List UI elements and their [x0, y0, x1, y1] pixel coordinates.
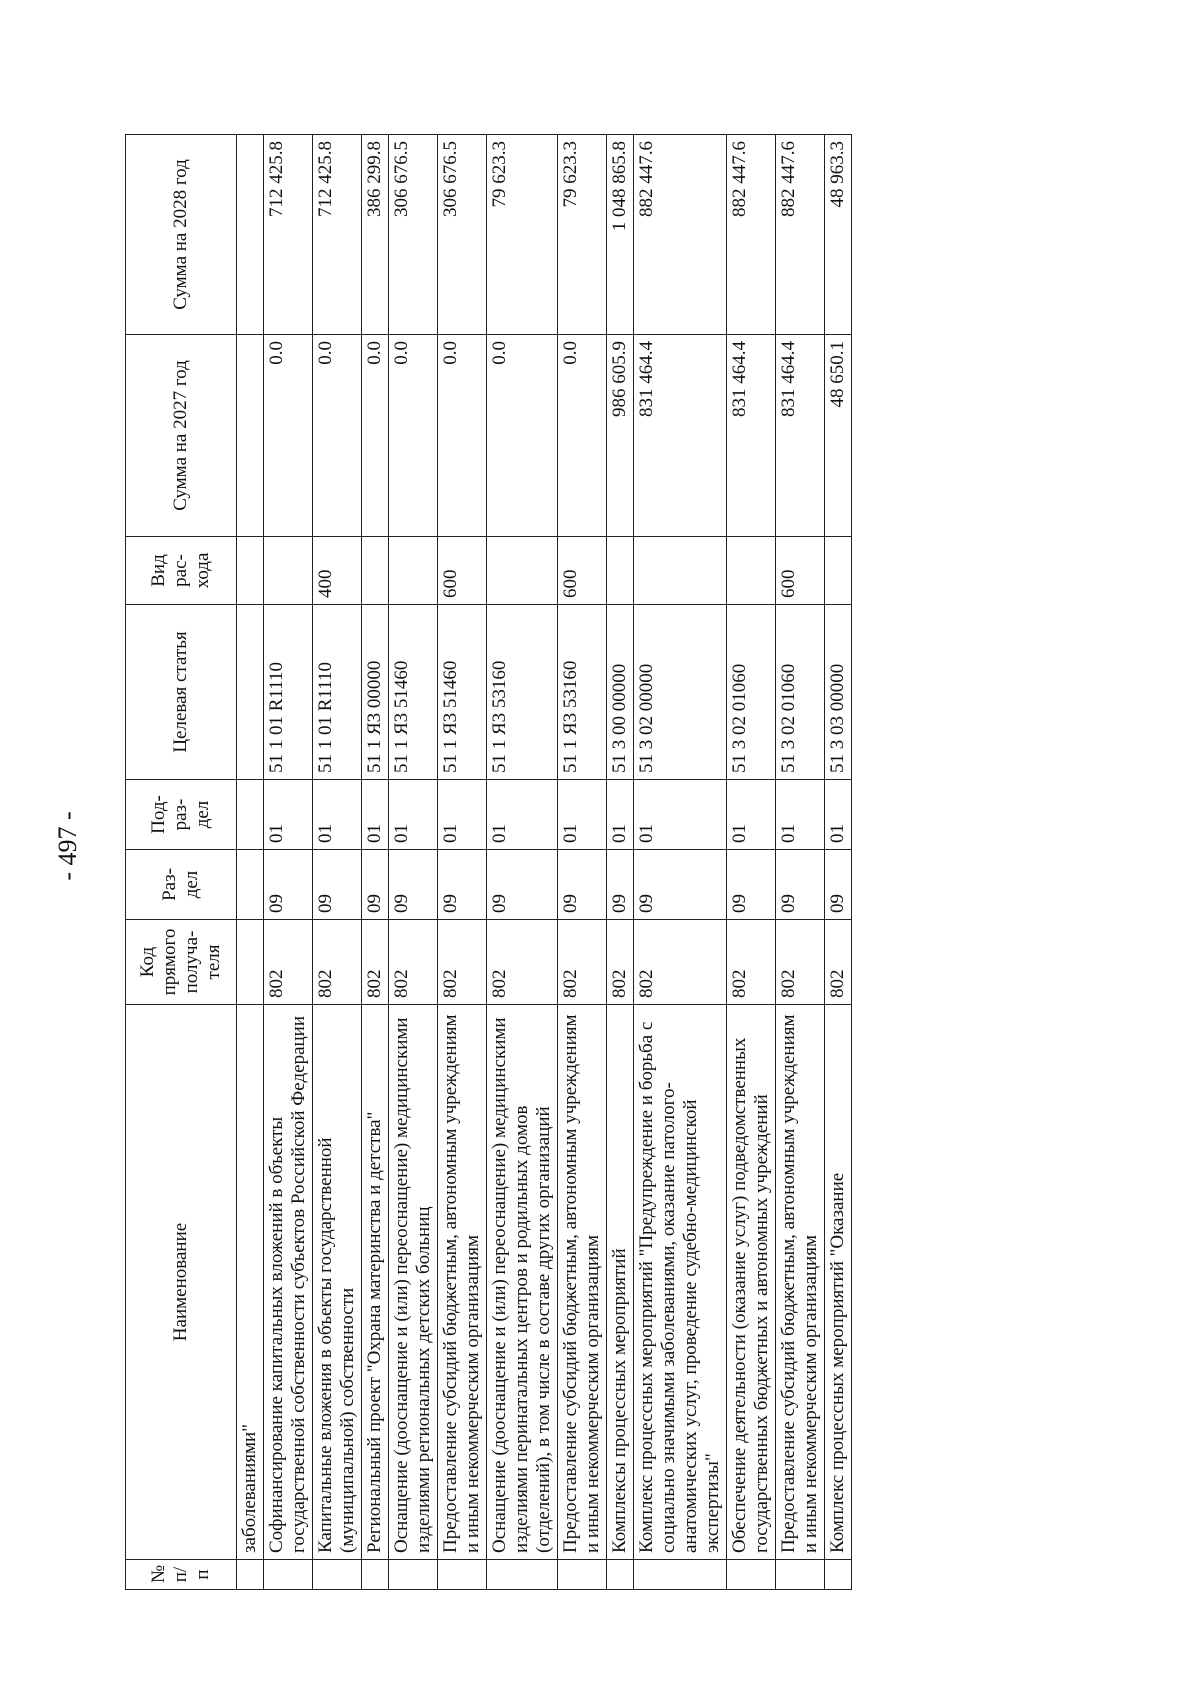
- cell-no: [264, 1560, 313, 1590]
- cell-sum-2028: 1 048 865.8: [607, 135, 634, 335]
- table-row: [487, 135, 558, 1590]
- cell-recipient: 802: [438, 920, 487, 1005]
- cell-no: [825, 1560, 852, 1590]
- table-row: [362, 135, 389, 1590]
- cell-expense-type: [389, 537, 438, 605]
- cell-name: Комплексы процессных мероприятий: [607, 1005, 634, 1560]
- table-row: [607, 135, 634, 1590]
- cell-sum-2028: 712 425.8: [313, 135, 362, 335]
- cell-expense-type: 600: [776, 537, 825, 605]
- cell-article: 51 3 00 00000: [607, 605, 634, 780]
- table-row: [825, 135, 852, 1590]
- cell-sum-2028: 48 963.3: [825, 135, 852, 335]
- cell-name: Комплекс процессных мероприятий "Предупреждение и борьба с социально значимыми заболеваниями, оказание патолого-анатомических услуг, проведение судебно-медицинской экспертизы": [634, 1005, 727, 1560]
- cell-name: Обеспечение деятельности (оказание услуг) подведомственных государственных бюджетных и автономных учреждений: [727, 1005, 776, 1560]
- cell-name: Оснащение (дооснащение и (или) переоснащение) медицинскими изделиями региональных детских больниц: [389, 1005, 438, 1560]
- cell-expense-type: 400: [313, 537, 362, 605]
- header-no: № п/п: [126, 1560, 237, 1590]
- cell-subsection: 01: [389, 780, 438, 850]
- cell-section: 09: [558, 850, 607, 920]
- table-row: [727, 135, 776, 1590]
- cell-article: 51 3 02 00000: [634, 605, 727, 780]
- cell-expense-type: [727, 537, 776, 605]
- cell-expense-type: [634, 537, 727, 605]
- cell-article: 51 1 Я3 53160: [487, 605, 558, 780]
- cell-article: 51 1 Я3 51460: [438, 605, 487, 780]
- cell-recipient: [237, 920, 264, 1005]
- cell-recipient: 802: [634, 920, 727, 1005]
- cell-section: 09: [727, 850, 776, 920]
- cell-recipient: 802: [607, 920, 634, 1005]
- table-row: [438, 135, 487, 1590]
- cell-sum-2028: 306 676.5: [438, 135, 487, 335]
- cell-article: 51 3 03 00000: [825, 605, 852, 780]
- cell-sum-2027: 0.0: [438, 335, 487, 537]
- cell-no: [607, 1560, 634, 1590]
- table-row: [313, 135, 362, 1590]
- cell-expense-type: [237, 537, 264, 605]
- cell-section: [237, 850, 264, 920]
- cell-no: [558, 1560, 607, 1590]
- cell-expense-type: [264, 537, 313, 605]
- cell-no: [727, 1560, 776, 1590]
- table-row: [634, 135, 727, 1590]
- header-subsection: Под-раз-дел: [126, 780, 237, 850]
- cell-sum-2027: [237, 335, 264, 537]
- table-row: [558, 135, 607, 1590]
- cell-section: 09: [607, 850, 634, 920]
- cell-no: [237, 1560, 264, 1590]
- cell-name: Капитальные вложения в объекты государственной (муниципальной) собственности: [313, 1005, 362, 1560]
- cell-subsection: 01: [607, 780, 634, 850]
- cell-name: заболеваниями": [237, 1005, 264, 1560]
- cell-article: 51 1 Я3 51460: [389, 605, 438, 780]
- cell-subsection: 01: [558, 780, 607, 850]
- cell-section: 09: [389, 850, 438, 920]
- cell-name: Софинансирование капитальных вложений в объекты государственной собственности субъектов Российской Федерации: [264, 1005, 313, 1560]
- cell-section: 09: [313, 850, 362, 920]
- cell-subsection: 01: [776, 780, 825, 850]
- cell-section: 09: [825, 850, 852, 920]
- cell-no: [362, 1560, 389, 1590]
- cell-article: 51 1 Я3 53160: [558, 605, 607, 780]
- cell-name: Комплекс процессных мероприятий "Оказание: [825, 1005, 852, 1560]
- cell-sum-2028: 79 623.3: [487, 135, 558, 335]
- cell-expense-type: [487, 537, 558, 605]
- cell-recipient: 802: [487, 920, 558, 1005]
- cell-section: 09: [487, 850, 558, 920]
- cell-sum-2027: 48 650.1: [825, 335, 852, 537]
- cell-subsection: 01: [362, 780, 389, 850]
- cell-expense-type: 600: [438, 537, 487, 605]
- header-article: Целевая статья: [126, 605, 237, 780]
- cell-sum-2027: 986 605.9: [607, 335, 634, 537]
- header-name: Наименование: [126, 1005, 237, 1560]
- cell-sum-2027: 831 464.4: [776, 335, 825, 537]
- cell-name: Оснащение (дооснащение и (или) переоснащение) медицинскими изделиями перинатальных центров и родильных домов (отделений), в том числе в составе других организаций: [487, 1005, 558, 1560]
- cell-sum-2027: 0.0: [362, 335, 389, 537]
- cell-no: [313, 1560, 362, 1590]
- cell-name: Предоставление субсидий бюджетным, автономным учреждениям и иным некоммерческим организациям: [558, 1005, 607, 1560]
- budget-table: [125, 134, 852, 1590]
- cell-sum-2027: 831 464.4: [634, 335, 727, 537]
- cell-sum-2028: 882 447.6: [776, 135, 825, 335]
- cell-recipient: 802: [558, 920, 607, 1005]
- table-row: [237, 135, 264, 1590]
- cell-sum-2027: 831 464.4: [727, 335, 776, 537]
- cell-expense-type: [362, 537, 389, 605]
- table-row: [776, 135, 825, 1590]
- rotated-table-container: [125, 135, 1055, 1590]
- header-sum-2027: Сумма на 2027 год: [126, 335, 237, 537]
- cell-sum-2027: 0.0: [558, 335, 607, 537]
- cell-recipient: 802: [362, 920, 389, 1005]
- cell-recipient: 802: [389, 920, 438, 1005]
- cell-sum-2027: 0.0: [389, 335, 438, 537]
- header-expense-type: Вид рас-хода: [126, 537, 237, 605]
- cell-sum-2028: [237, 135, 264, 335]
- cell-no: [438, 1560, 487, 1590]
- header-section: Раз-дел: [126, 850, 237, 920]
- cell-subsection: 01: [634, 780, 727, 850]
- cell-sum-2028: 386 299.8: [362, 135, 389, 335]
- cell-subsection: 01: [438, 780, 487, 850]
- cell-sum-2027: 0.0: [264, 335, 313, 537]
- cell-section: 09: [362, 850, 389, 920]
- table-row: [389, 135, 438, 1590]
- cell-subsection: 01: [487, 780, 558, 850]
- cell-no: [487, 1560, 558, 1590]
- cell-sum-2028: 79 623.3: [558, 135, 607, 335]
- cell-article: [237, 605, 264, 780]
- cell-name: Предоставление субсидий бюджетным, автономным учреждениям и иным некоммерческим организациям: [776, 1005, 825, 1560]
- header-sum-2028: Сумма на 2028 год: [126, 135, 237, 335]
- table-row: [264, 135, 313, 1590]
- cell-article: 51 3 02 01060: [727, 605, 776, 780]
- cell-expense-type: 600: [558, 537, 607, 605]
- cell-subsection: 01: [825, 780, 852, 850]
- cell-article: 51 1 01 R1110: [313, 605, 362, 780]
- cell-recipient: 802: [313, 920, 362, 1005]
- cell-sum-2028: 882 447.6: [727, 135, 776, 335]
- page-number: - 497 -: [53, 811, 82, 881]
- cell-sum-2027: 0.0: [313, 335, 362, 537]
- cell-name: Региональный проект "Охрана материнства и детства": [362, 1005, 389, 1560]
- cell-recipient: 802: [727, 920, 776, 1005]
- cell-section: 09: [634, 850, 727, 920]
- cell-subsection: 01: [313, 780, 362, 850]
- cell-article: 51 1 Я3 00000: [362, 605, 389, 780]
- cell-recipient: 802: [776, 920, 825, 1005]
- cell-subsection: 01: [727, 780, 776, 850]
- cell-subsection: 01: [264, 780, 313, 850]
- header-recipient: Код прямого получа-теля: [126, 920, 237, 1005]
- cell-subsection: [237, 780, 264, 850]
- cell-recipient: 802: [264, 920, 313, 1005]
- cell-expense-type: [607, 537, 634, 605]
- cell-section: 09: [438, 850, 487, 920]
- cell-article: 51 3 02 01060: [776, 605, 825, 780]
- cell-no: [776, 1560, 825, 1590]
- cell-no: [634, 1560, 727, 1590]
- cell-sum-2028: 712 425.8: [264, 135, 313, 335]
- cell-expense-type: [825, 537, 852, 605]
- cell-section: 09: [264, 850, 313, 920]
- cell-sum-2027: 0.0: [487, 335, 558, 537]
- cell-sum-2028: 306 676.5: [389, 135, 438, 335]
- cell-no: [389, 1560, 438, 1590]
- cell-section: 09: [776, 850, 825, 920]
- cell-article: 51 1 01 R1110: [264, 605, 313, 780]
- table-header-row: [126, 135, 237, 1590]
- cell-name: Предоставление субсидий бюджетным, автономным учреждениям и иным некоммерческим организациям: [438, 1005, 487, 1560]
- cell-recipient: 802: [825, 920, 852, 1005]
- cell-sum-2028: 882 447.6: [634, 135, 727, 335]
